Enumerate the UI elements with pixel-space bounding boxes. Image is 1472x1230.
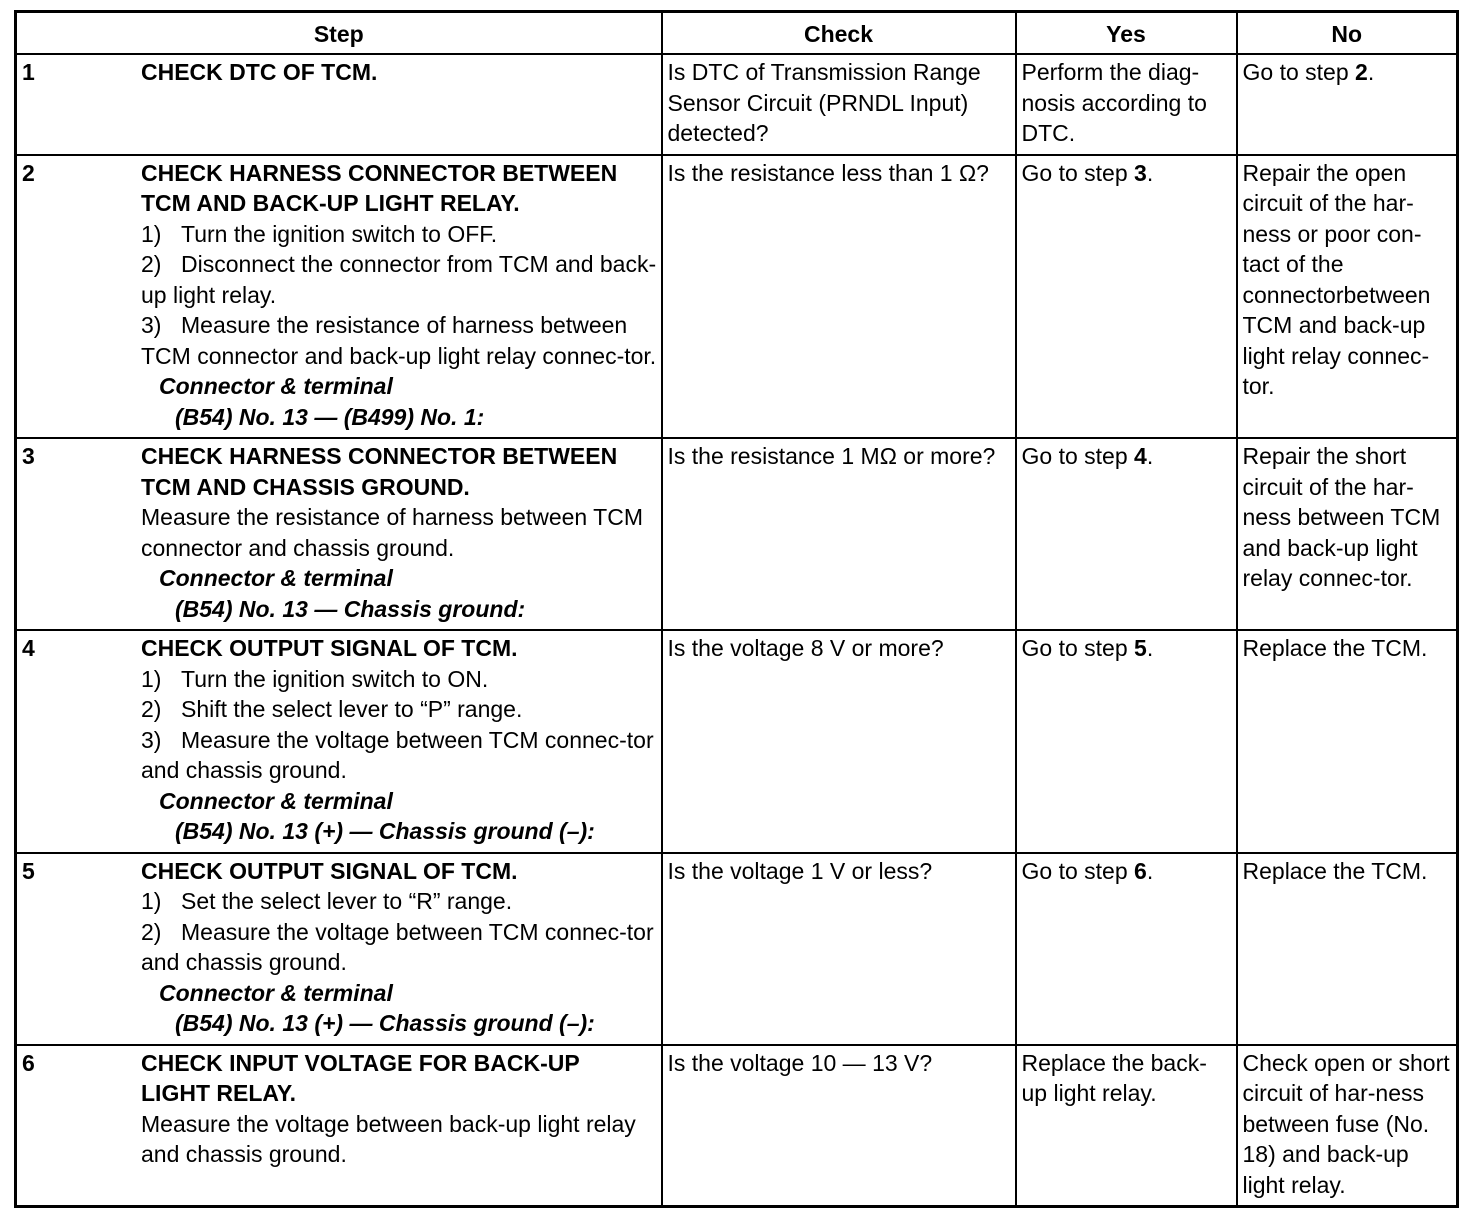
instruction-number: 1) [141,220,162,247]
instruction-number: 3) [141,312,162,338]
connector-terminal: (B54) No. 13 — (B499) No. 1: [175,403,485,430]
no-step-ref: 2 [1355,59,1368,85]
step-number: 2 [22,159,35,186]
yes-text: Go to step [1021,857,1135,884]
header-no: No [1237,12,1458,55]
yes-suffix: . [1146,857,1154,884]
step-body [141,633,657,847]
no-text: Check open or short circuit of har-ness between fuse (No. 18) and back-up light relay. [1242,1049,1450,1198]
step-title: CHECK HARNESS CONNECTOR BETWEEN [141,159,618,186]
instruction-text: Disconnect the connector from TCM and back-up light relay. [141,251,657,308]
no-text: Go to step [1242,59,1356,85]
header-check: Check [662,12,1016,55]
no-text: Repair the short circuit of the har-ness between TCM and back-up light relay connec-tor. [1242,443,1441,591]
step-title: CHECK OUTPUT SIGNAL OF TCM. [141,635,518,661]
instruction-text: Measure the voltage between TCM connec-tor and chassis ground. [141,726,654,783]
instruction-text: Set the select lever to “R” range. [181,888,513,914]
check-cell: Is DTC of Transmission Range Sensor Circuit (PRNDL Input) detected? [662,54,1016,155]
instruction-number: 1) [141,888,162,914]
step-instruction [141,886,657,917]
no-text: Replace the TCM. [1242,635,1428,661]
step-title: LIGHT RELAY. [141,1080,297,1106]
table-row [16,853,1458,1045]
yes-step-ref: 6 [1134,857,1147,884]
no-suffix: . [1367,59,1375,85]
no-cell [1237,54,1458,155]
check-cell: Is the voltage 8 V or more? [662,630,1016,853]
yes-cell [1016,630,1237,853]
step-cell [16,1045,662,1207]
step-body [141,856,657,1039]
step-body [141,441,657,624]
connector-heading: Connector & terminal [159,787,393,814]
step-number: 6 [22,1049,35,1076]
yes-suffix: . [1146,635,1154,661]
step-number: 4 [22,635,35,661]
step-instruction [141,725,657,786]
table-row [16,438,1458,630]
step-number: 1 [22,59,35,85]
check-cell: Is the resistance 1 MΩ or more? [662,438,1016,630]
step-instruction [141,1109,657,1170]
yes-cell [1016,853,1237,1045]
no-text: Repair the open circuit of the har-ness or poor con-tact of the connectorbetween TCM and back-up light relay connec-tor. [1242,159,1431,399]
no-cell [1237,438,1458,630]
step-title: CHECK OUTPUT SIGNAL OF TCM. [141,857,518,884]
instruction-text: Measure the voltage between TCM connec-tor and chassis ground. [141,918,654,975]
step-number: 5 [22,857,35,884]
step-instruction [141,502,657,563]
diagnostic-table [14,10,1459,1208]
yes-text: Go to step [1021,635,1135,661]
instruction-text: Measure the resistance of harness between TCM connector and back-up light relay connec-tor. [141,312,657,369]
step-wrap [22,441,657,624]
instruction-number: 2) [141,696,162,722]
step-cell [16,54,662,155]
step-instruction [141,694,657,725]
step-wrap [22,158,657,433]
step-number: 3 [22,443,35,469]
yes-step-ref: 3 [1134,159,1147,186]
step-instruction [141,219,657,250]
instruction-text: Measure the voltage between back-up light relay and chassis ground. [141,1110,636,1167]
yes-text: Go to step [1021,443,1135,469]
no-cell [1237,155,1458,439]
yes-cell [1016,155,1237,439]
yes-text: Perform the diag-nosis according to DTC. [1021,59,1207,146]
yes-step-ref: 5 [1134,635,1147,661]
check-cell: Is the voltage 1 V or less? [662,853,1016,1045]
table-header-row [16,12,1458,55]
yes-cell [1016,1045,1237,1207]
yes-step-ref: 4 [1134,443,1147,469]
step-title: TCM AND CHASSIS GROUND. [141,473,470,500]
yes-text: Replace the back-up light relay. [1021,1049,1207,1106]
no-cell [1237,1045,1458,1207]
step-cell [16,438,662,630]
step-wrap [22,57,657,88]
instruction-number: 2) [141,251,162,277]
connector-terminal: (B54) No. 13 — Chassis ground: [175,595,526,622]
no-cell [1237,853,1458,1045]
step-wrap [22,633,657,847]
connector-heading: Connector & terminal [159,565,393,591]
yes-text: Go to step [1021,159,1135,186]
no-cell [1237,630,1458,853]
table-row [16,54,1458,155]
table-body [16,54,1458,1207]
connector-terminal: (B54) No. 13 (+) — Chassis ground (–): [175,1010,595,1036]
step-body [141,158,657,433]
step-title: TCM AND BACK-UP LIGHT RELAY. [141,190,520,216]
instruction-text: Shift the select lever to “P” range. [181,696,523,722]
step-title: CHECK INPUT VOLTAGE FOR BACK-UP [141,1049,580,1076]
table-row [16,155,1458,439]
table-row [16,1045,1458,1207]
step-body [141,1048,657,1170]
step-cell [16,630,662,853]
connector-heading: Connector & terminal [159,979,393,1006]
instruction-number: 1) [141,665,162,692]
yes-cell [1016,54,1237,155]
check-cell: Is the voltage 10 — 13 V? [662,1045,1016,1207]
connector-heading: Connector & terminal [159,373,393,399]
connector-terminal: (B54) No. 13 (+) — Chassis ground (–): [175,818,595,844]
instruction-number: 2) [141,918,162,945]
yes-suffix: . [1146,159,1154,186]
step-instruction [141,917,657,978]
instruction-text: Turn the ignition switch to OFF. [181,220,498,247]
step-title: CHECK DTC OF TCM. [141,59,378,85]
step-cell [16,853,662,1045]
instruction-text: Turn the ignition switch to ON. [181,665,489,692]
step-wrap [22,856,657,1039]
check-cell: Is the resistance less than 1 Ω? [662,155,1016,439]
no-text: Replace the TCM. [1242,857,1428,884]
step-instruction [141,664,657,695]
step-instruction [141,249,657,310]
table-row [16,630,1458,853]
instruction-number: 3) [141,726,162,753]
step-instruction [141,310,657,371]
step-wrap [22,1048,657,1170]
instruction-text: Measure the resistance of harness between TCM connector and chassis ground. [141,504,643,561]
step-body [141,57,657,88]
step-cell [16,155,662,439]
yes-cell [1016,438,1237,630]
header-step: Step [16,12,662,55]
yes-suffix: . [1146,443,1154,469]
step-title: CHECK HARNESS CONNECTOR BETWEEN [141,443,618,469]
header-yes: Yes [1016,12,1237,55]
